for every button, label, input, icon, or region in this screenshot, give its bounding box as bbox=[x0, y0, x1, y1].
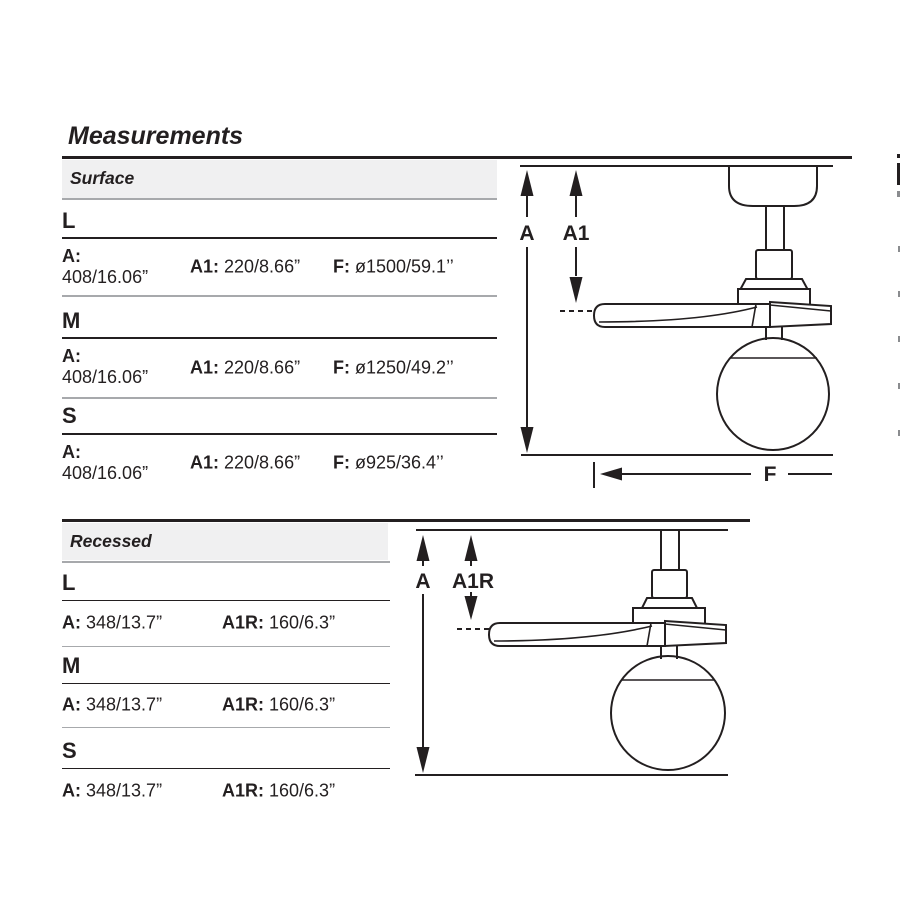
a-label: A: bbox=[62, 612, 81, 633]
surface-row-l-data bbox=[62, 239, 497, 295]
motor-upper-housing bbox=[652, 570, 687, 598]
cell-a1 bbox=[190, 452, 300, 473]
a1-value: 220/8.66” bbox=[224, 256, 301, 277]
recessed-row-l-data bbox=[62, 601, 390, 645]
f-label: F: bbox=[333, 256, 350, 277]
page-title: Measurements bbox=[68, 122, 244, 150]
dimension-arrow-a1r bbox=[452, 535, 494, 620]
cell-a1r bbox=[222, 781, 335, 802]
a-label: A: bbox=[62, 780, 81, 801]
motor-upper-housing bbox=[756, 250, 792, 279]
dimension-arrow-a bbox=[519, 170, 534, 453]
surface-header-label: Surface bbox=[70, 168, 135, 189]
dimension-arrow-f bbox=[594, 462, 832, 488]
surface-row-l-header bbox=[62, 200, 497, 237]
recessed-header-label: Recessed bbox=[70, 530, 152, 551]
a-value: 348/13.7” bbox=[86, 612, 163, 633]
recessed-row-m-header bbox=[62, 647, 390, 682]
recessed-rod bbox=[661, 530, 679, 570]
a1-label: A1: bbox=[190, 357, 220, 378]
cell-a1r bbox=[222, 695, 335, 716]
a1-label: A1: bbox=[190, 452, 220, 472]
surface-row-s-header bbox=[62, 399, 497, 432]
cell-f bbox=[333, 452, 444, 473]
surface-table bbox=[62, 156, 497, 496]
motor-flange bbox=[642, 598, 697, 608]
a-label: A: bbox=[62, 246, 81, 266]
cell-f bbox=[333, 358, 454, 379]
dim-label-a: A bbox=[519, 222, 535, 245]
a-value: 348/13.7” bbox=[86, 694, 163, 715]
recessed-row-m-data bbox=[62, 684, 390, 726]
fan-blade-left bbox=[489, 623, 665, 646]
recessed-diagram bbox=[405, 512, 755, 792]
downrod bbox=[766, 206, 784, 251]
recessed-header-band bbox=[62, 523, 388, 561]
a1-value: 220/8.66” bbox=[224, 357, 301, 378]
a-label: A: bbox=[62, 346, 81, 366]
a1r-value: 160/6.3” bbox=[269, 612, 336, 633]
a1-value: 220/8.66” bbox=[224, 452, 301, 472]
canopy bbox=[729, 167, 817, 206]
a-value: 408/16.06” bbox=[62, 463, 149, 483]
f-value: ø1250/49.2’’ bbox=[355, 357, 454, 378]
size-letter: L bbox=[62, 208, 76, 233]
surface-diagram bbox=[505, 150, 900, 495]
surface-row-s-data bbox=[62, 435, 497, 490]
cell-f bbox=[333, 257, 454, 278]
a-value: 348/13.7” bbox=[86, 780, 163, 801]
dimension-arrow-a bbox=[415, 535, 430, 773]
recessed-row-s-data bbox=[62, 769, 390, 813]
fan-blade-left bbox=[594, 304, 770, 327]
a-value: 408/16.06” bbox=[62, 367, 149, 387]
f-label: F: bbox=[333, 357, 350, 378]
size-letter: M bbox=[62, 308, 81, 333]
surface-row-m-data bbox=[62, 339, 497, 397]
a1r-label: A1R: bbox=[222, 780, 265, 801]
f-label: F: bbox=[333, 452, 350, 472]
dim-label-a1: A1 bbox=[562, 222, 590, 245]
a-value: 408/16.06” bbox=[62, 267, 149, 287]
surface-row-m-header bbox=[62, 297, 497, 337]
cell-a bbox=[62, 442, 148, 484]
recessed-table bbox=[62, 519, 390, 813]
dim-label-a1r: A1R bbox=[451, 570, 495, 593]
a1r-label: A1R: bbox=[222, 694, 265, 715]
a1r-label: A1R: bbox=[222, 612, 265, 633]
cell-a1r bbox=[222, 613, 335, 634]
cell-a1 bbox=[190, 257, 300, 278]
a1r-value: 160/6.3” bbox=[269, 694, 336, 715]
size-letter: M bbox=[62, 653, 81, 678]
f-value: ø925/36.4’’ bbox=[355, 452, 444, 472]
size-letter: S bbox=[62, 738, 77, 763]
cell-a bbox=[62, 346, 148, 388]
cell-a bbox=[62, 781, 162, 802]
a1r-value: 160/6.3” bbox=[269, 780, 336, 801]
a1-label: A1: bbox=[190, 256, 220, 277]
dim-label-f: F bbox=[763, 463, 777, 486]
recessed-row-l-header bbox=[62, 563, 390, 599]
a-label: A: bbox=[62, 442, 81, 462]
size-letter: S bbox=[62, 403, 77, 428]
cell-a1 bbox=[190, 358, 300, 379]
dim-label-a: A bbox=[415, 570, 431, 593]
light-globe bbox=[611, 656, 725, 770]
size-letter: L bbox=[62, 570, 76, 595]
f-value: ø1500/59.1’’ bbox=[355, 256, 454, 277]
cell-a bbox=[62, 613, 162, 634]
a-label: A: bbox=[62, 694, 81, 715]
cell-a bbox=[62, 246, 148, 288]
dimension-arrow-a1 bbox=[563, 170, 590, 303]
cell-a bbox=[62, 695, 162, 716]
surface-header-band bbox=[62, 160, 497, 199]
recessed-row-s-header bbox=[62, 728, 390, 767]
light-globe bbox=[717, 338, 829, 450]
